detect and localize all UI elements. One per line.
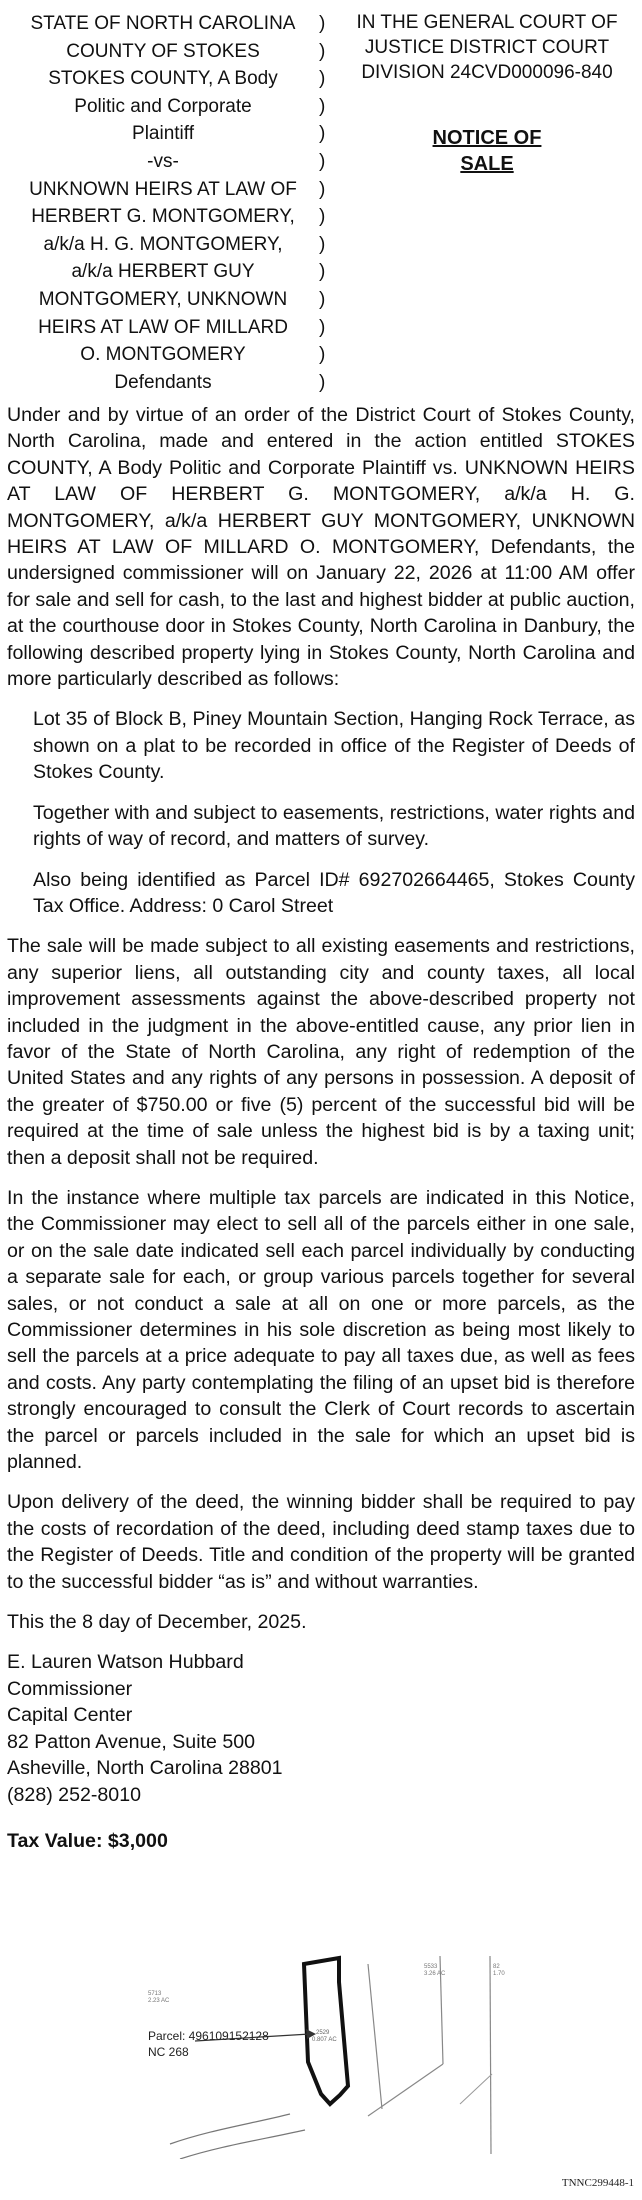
caption-line: Politic and Corporate xyxy=(74,95,252,117)
caption-line: O. MONTGOMERY xyxy=(80,344,246,366)
commissioner-title: Commissioner xyxy=(7,1677,133,1700)
paren: ) xyxy=(319,206,326,228)
office-name: Capital Center xyxy=(7,1704,133,1727)
paren: ) xyxy=(319,13,326,34)
caption-line: a/k/a H. G. MONTGOMERY, xyxy=(43,233,283,255)
lot-number: 5533 xyxy=(424,1964,438,1970)
lot-acreage: 2.23 AC xyxy=(148,1998,170,2004)
lot-number: 2529 xyxy=(316,2030,330,2036)
paren: ) xyxy=(319,95,326,117)
parcel-id-clause: Also being identified as Parcel ID# 692702664465, Stokes County Tax Office. Address: 0 Carol Street xyxy=(33,868,635,917)
court-line: IN THE GENERAL COURT OF xyxy=(356,12,618,33)
paren: ) xyxy=(319,40,326,62)
paren: ) xyxy=(319,261,326,283)
caption-line: a/k/a HERBERT GUY xyxy=(71,261,255,283)
paren: ) xyxy=(319,371,326,393)
lot-number: 82 xyxy=(493,1964,500,1970)
court-line: JUSTICE DISTRICT COURT xyxy=(364,37,610,58)
lot-acreage: 1.70 xyxy=(493,1971,505,1977)
parcel-line xyxy=(368,2064,443,2116)
caption-parentheses xyxy=(319,10,339,402)
parcel-map-drawing xyxy=(140,1954,505,2159)
road-edge xyxy=(170,2114,290,2144)
dated-line: This the 8 day of December, 2025. xyxy=(7,1611,307,1634)
caption-line: Defendants xyxy=(114,371,212,393)
caption-line: Plaintiff xyxy=(132,123,194,145)
caption-line: UNKNOWN HEIRS AT LAW OF xyxy=(29,178,297,200)
notice-title xyxy=(339,125,635,177)
case-caption xyxy=(7,10,635,402)
caption-line: STATE OF NORTH CAROLINA xyxy=(30,13,296,34)
parcel-label: Parcel: 496109152128 xyxy=(148,2029,269,2043)
signature-block xyxy=(7,1649,635,1807)
caption-line: HERBERT G. MONTGOMERY, xyxy=(31,206,295,228)
commissioner-name: E. Lauren Watson Hubbard xyxy=(7,1651,244,1674)
tax-value: Tax Value: $3,000 xyxy=(7,1829,168,1852)
legal-notice xyxy=(7,10,635,1853)
caption-line: -vs- xyxy=(147,150,179,172)
notice-title-line: NOTICE OF xyxy=(432,127,542,149)
caption-court xyxy=(339,10,635,402)
paren: ) xyxy=(319,344,326,366)
office-phone: (828) 252-8010 xyxy=(7,1783,141,1806)
paren: ) xyxy=(319,178,326,200)
office-street: 82 Patton Avenue, Suite 500 xyxy=(7,1730,256,1753)
parcel-line xyxy=(368,1964,382,2109)
parcel-line xyxy=(490,1956,491,2154)
multiple-parcels-paragraph: In the instance where multiple tax parcels are indicated in this Notice, the Commissioner may elect to sell all of the parcels either in one sale, or on the sale date indicated sell each parcel individually by conducting a separate sale for each, or group various parcels together for several sales, or not conduct a sale at all on one or more parcels, as the Commissioner determines in his sole discretion as being most likely to sell the parcels at a price adequate to pay all taxes due, as well as fees and costs. Any party contemplating the filing of an upset bid is therefore strongly encouraged to consult the Clerk of Court records to ascertain the parcel or parcels included in the sale for which an upset bid is planned. xyxy=(7,1186,635,1474)
sale-terms-paragraph: The sale will be made subject to all existing easements and restrictions, any superior liens, all outstanding city and county taxes, all local improvement assessments against the above-described property not included in the judgment in the above-entitled cause, any prior lien in favor of the State of North Carolina, any right of redemption of the United States and any rights of any persons in possession. A deposit of the greater of $750.00 or five (5) percent of the successful bid will be required at the time of sale unless the highest bid is by a taxing unit; then a deposit shall not be required. xyxy=(7,935,635,1169)
road-label: NC 268 xyxy=(148,2045,189,2059)
ad-reference-number: TNNC299448-1 xyxy=(561,2177,634,2189)
caption-line: MONTGOMERY, UNKNOWN xyxy=(38,288,288,310)
road-edge xyxy=(180,2130,305,2159)
caption-line: HEIRS AT LAW OF MILLARD xyxy=(38,316,288,338)
easements-clause: Together with and subject to easements, restrictions, water rights and rights of way of record, and matters of survey. xyxy=(33,801,635,851)
caption-parties xyxy=(7,10,319,402)
court-line: DIVISION 24CVD000096-840 xyxy=(361,62,613,83)
office-city: Asheville, North Carolina 28801 xyxy=(7,1757,283,1780)
paren: ) xyxy=(319,316,326,338)
paren: ) xyxy=(319,233,326,255)
parcel-line xyxy=(460,2074,492,2104)
parcel-map xyxy=(140,1954,505,2159)
notice-title-line: SALE xyxy=(460,153,514,175)
caption-line: STOKES COUNTY, A Body xyxy=(48,68,278,90)
paren: ) xyxy=(319,150,326,172)
lot-acreage: 0.807 AC xyxy=(312,2037,337,2043)
paren: ) xyxy=(319,123,326,145)
caption-line: COUNTY OF STOKES xyxy=(66,40,260,62)
body-paragraph-order: Under and by virtue of an order of the District Court of Stokes County, North Carolina, made and entered in the action entitled STOKES COUNTY, A Body Politic and Corporate Plaintiff vs. UNKNOWN HEIRS AT LAW OF HERBERT G. MONTGOMERY, a/k/a H. G. MONTGOMERY, a/k/a HERBERT GUY MONTGOMERY, UNKNOWN HEIRS AT LAW OF MILLARD O. MONTGOMERY, Defendants, the undersigned commissioner will on January 22, 2026 at 11:00 AM offer for sale and sell for cash, to the last and highest bidder at public auction, at the courthouse door in Stokes County, North Carolina in Danbury, the following described property lying in Stokes County, North Carolina and more particularly described as follows: xyxy=(7,404,635,691)
paren: ) xyxy=(319,68,326,90)
lot-number: 5713 xyxy=(148,1991,162,1997)
lot-acreage: 3.26 AC xyxy=(424,1971,446,1977)
deed-delivery-paragraph: Upon delivery of the deed, the winning bidder shall be required to pay the costs of recordation of the deed, including deed stamp taxes due to the Register of Deeds. Title and condition of the property will be granted to the successful bidder “as is” and without warranties. xyxy=(7,1491,635,1593)
property-description: Lot 35 of Block B, Piney Mountain Section, Hanging Rock Terrace, as shown on a plat to be recorded in office of the Register of Deeds of Stokes County. xyxy=(33,708,635,784)
paren: ) xyxy=(319,288,326,310)
